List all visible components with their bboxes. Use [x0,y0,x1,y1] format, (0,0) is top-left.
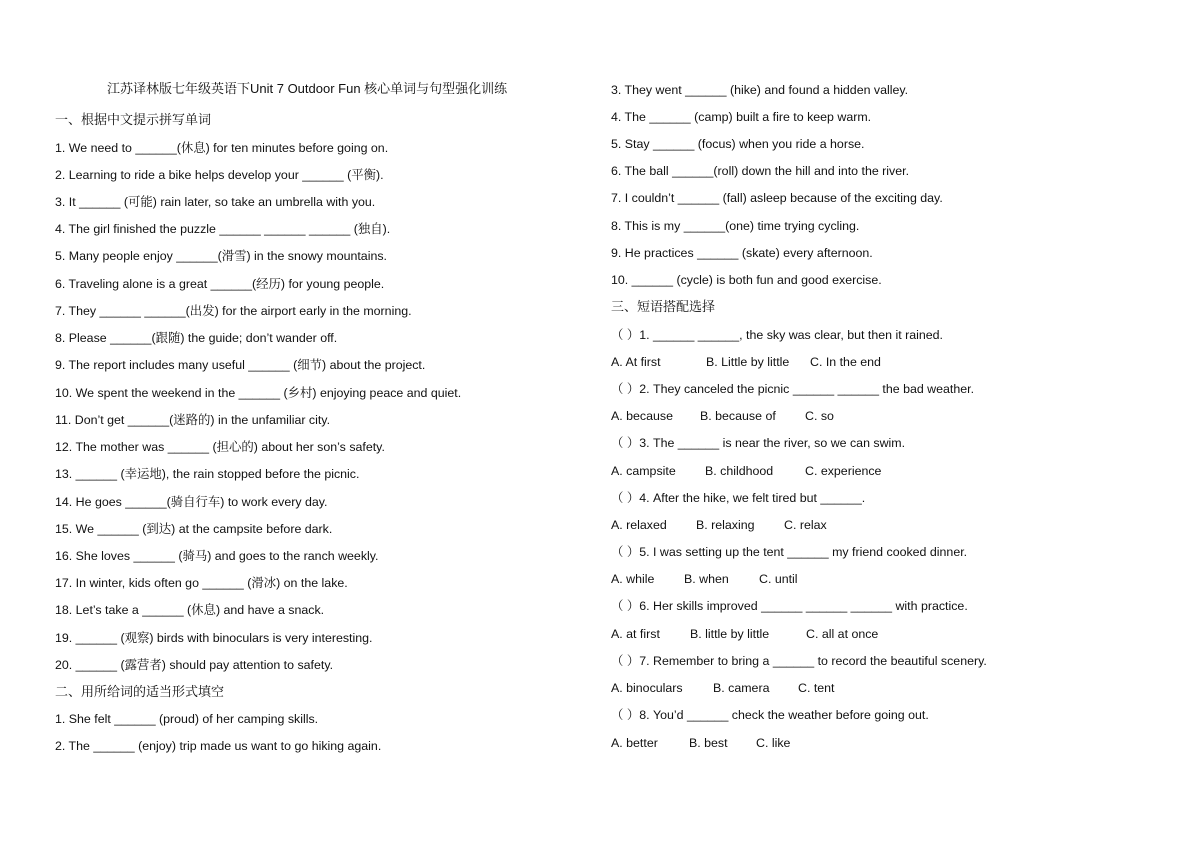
option-b: B. little by little [690,627,770,641]
s1-item-5: 5. Many people enjoy ______(滑雪) in the snowy mountains. [55,249,387,263]
s3-question-4: （ ）4. After the hike, we felt tired but ______. [611,491,866,505]
option-c: C. tent [798,681,835,695]
s3-question-8: （ ）8. You’d ______ check the weather before going out. [611,708,929,722]
option-b: B. when [684,572,729,586]
option-b: B. because of [700,409,776,423]
s1-item-1: 1. We need to ______(休息) for ten minutes before going on. [55,141,389,155]
s3-options-5 [611,571,798,587]
s3-options-6 [611,626,878,642]
option-c: C. In the end [810,355,881,369]
option-c: C. relax [784,518,827,532]
s3-options-8 [611,735,790,751]
option-b: B. best [689,736,728,750]
s3-question-6: （ ）6. Her skills improved ______ ______ ______ with practice. [611,599,968,613]
s1-item-2: 2. Learning to ride a bike helps develop your ______ (平衡). [55,168,384,182]
option-c: C. so [805,409,834,423]
s2-item-1: 1. She felt ______ (proud) of her camping skills. [55,712,319,726]
s2-item-10: 10. ______ (cycle) is both fun and good exercise. [611,273,882,287]
option-a: A. relaxed [611,518,667,532]
option-c: C. all at once [806,627,879,641]
option-c: C. experience [805,464,882,478]
section2-heading: 二、用所给词的适当形式填空 [55,684,225,699]
option-a: A. binoculars [611,681,683,695]
s1-item-19: 19. ______ (观察) birds with binoculars is very interesting. [55,631,373,645]
s1-item-10: 10. We spent the weekend in the ______ (乡村) enjoying peace and quiet. [55,386,462,400]
s1-item-6: 6. Traveling alone is a great ______(经历) for young people. [55,277,385,291]
option-c: C. like [756,736,791,750]
option-b: B. camera [713,681,770,695]
option-b: B. Little by little [706,355,790,369]
s3-question-5: （ ）5. I was setting up the tent ______ my friend cooked dinner. [611,545,968,559]
s1-item-18: 18. Let’s take a ______ (休息) and have a snack. [55,603,325,617]
s1-item-7: 7. They ______ ______(出发) for the airport early in the morning. [55,304,412,318]
option-b: B. relaxing [696,518,755,532]
s3-options-4 [611,517,827,533]
s3-options-7 [611,680,835,696]
s1-item-14: 14. He goes ______(骑自行车) to work every day. [55,495,328,509]
s2-item-7: 7. I couldn’t ______ (fall) asleep because of the exciting day. [611,191,943,205]
option-a: A. at first [611,627,660,641]
option-a: A. because [611,409,673,423]
s1-item-20: 20. ______ (露营者) should pay attention to safety. [55,658,334,672]
section1-heading: 一、根据中文提示拼写单词 [55,112,212,127]
s1-item-12: 12. The mother was ______ (担心的) about her son’s safety. [55,440,385,454]
s2-item-3: 3. They went ______ (hike) and found a hidden valley. [611,83,909,97]
option-a: A. better [611,736,658,750]
option-a: A. At first [611,355,661,369]
s1-item-16: 16. She loves ______ (骑马) and goes to the ranch weekly. [55,549,379,563]
s1-item-11: 11. Don’t get ______(迷路的) in the unfamiliar city. [55,413,331,427]
s2-item-2: 2. The ______ (enjoy) trip made us want to go hiking again. [55,739,382,753]
s2-item-6: 6. The ball ______(roll) down the hill and into the river. [611,164,910,178]
option-b: B. childhood [705,464,774,478]
s1-item-17: 17. In winter, kids often go ______ (滑冰) on the lake. [55,576,348,590]
s3-question-2: （ ）2. They canceled the picnic ______ ______ the bad weather. [611,382,975,396]
s2-item-4: 4. The ______ (camp) built a fire to keep warm. [611,110,872,124]
s3-options-1 [611,354,881,370]
s1-item-4: 4. The girl finished the puzzle ______ ______ ______ (独自). [55,222,391,236]
s1-item-9: 9. The report includes many useful ______ (细节) about the project. [55,358,426,372]
section3-heading: 三、短语搭配选择 [611,299,716,314]
s2-item-9: 9. He practices ______ (skate) every afternoon. [611,246,873,260]
s3-question-1: （ ）1. ______ ______, the sky was clear, but then it rained. [611,328,943,342]
s2-item-5: 5. Stay ______ (focus) when you ride a horse. [611,137,865,151]
s1-item-13: 13. ______ (幸运地), the rain stopped before the picnic. [55,467,360,481]
s1-item-15: 15. We ______ (到达) at the campsite before dark. [55,522,333,536]
s1-item-8: 8. Please ______(跟随) the guide; don’t wander off. [55,331,338,345]
worksheet-title: 江苏译林版七年级英语下Unit 7 Outdoor Fun 核心单词与句型强化训练 [107,81,508,96]
s3-question-7: （ ）7. Remember to bring a ______ to record the beautiful scenery. [611,654,987,668]
s2-item-8: 8. This is my ______(one) time trying cycling. [611,219,860,233]
s3-options-2 [611,408,834,424]
option-c: C. until [759,572,798,586]
s3-options-3 [611,463,881,479]
option-a: A. campsite [611,464,676,478]
option-a: A. while [611,572,655,586]
s3-question-3: （ ）3. The ______ is near the river, so we can swim. [611,436,906,450]
s1-item-3: 3. It ______ (可能) rain later, so take an umbrella with you. [55,195,376,209]
